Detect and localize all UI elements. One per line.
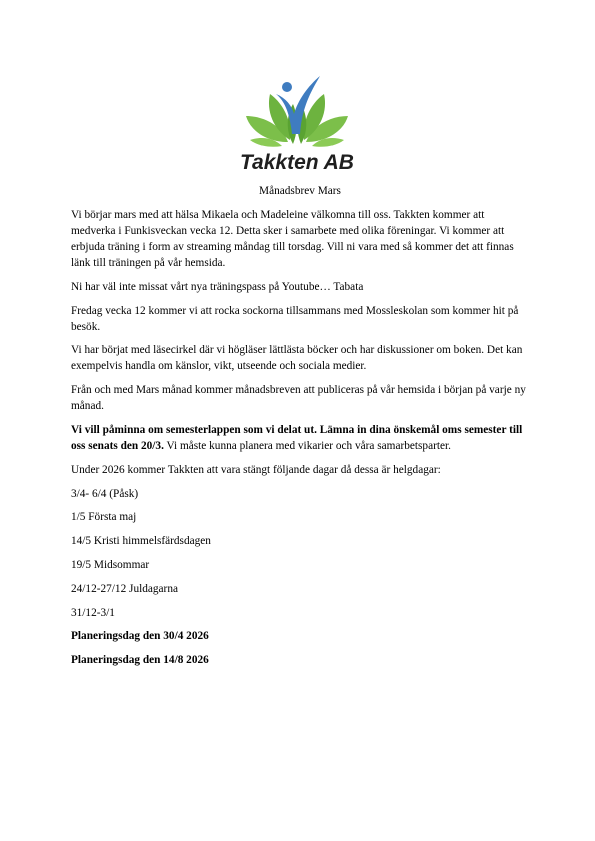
paragraph-lasecirkel: Vi har börjat med läsecirkel där vi högläser lättlästa böcker och har diskussioner om boken. Det kan exempelvis handla om känslor, vikt, utseende och sociala medier.	[71, 344, 523, 373]
letter-title: Månadsbrev Mars	[259, 185, 341, 197]
closed-day-item: 24/12-27/12 Juldagarna	[71, 582, 178, 595]
company-name: Takkten AB	[240, 151, 354, 174]
paragraph-sockor: Fredag vecka 12 kommer vi att rocka sockorna tillsammans med Mossleskolan som kommer hit på besök.	[71, 304, 519, 333]
planning-day-item: Planeringsdag den 14/8 2026	[71, 654, 209, 667]
paragraph-semester-reminder	[71, 422, 529, 454]
closed-day-item: 19/5 Midsommar	[71, 558, 150, 571]
closed-day-item: 31/12-3/1	[71, 606, 115, 619]
letter-body	[71, 183, 529, 676]
paragraph-youtube: Ni har väl inte missat vårt nya träningspass på Youtube… Tabata	[71, 280, 364, 293]
paragraph-publicering: Från och med Mars månad kommer månadsbreven att publiceras på vår hemsida i början på varje ny månad.	[71, 384, 526, 413]
reminder-text: Vi måste kunna planera med vikarier och våra samarbetsparter.	[163, 439, 451, 452]
closed-day-item: 3/4- 6/4 (Påsk)	[71, 487, 139, 500]
planning-day-item: Planeringsdag den 30/4 2026	[71, 630, 209, 643]
closed-day-item: 1/5 Första maj	[71, 511, 137, 524]
closed-days-intro: Under 2026 kommer Takkten att vara stängt följande dagar då dessa är helgdagar:	[71, 463, 441, 476]
paragraph-welcome: Vi börjar mars med att hälsa Mikaela och Madeleine välkomna till oss. Takkten kommer att medverka i Funkisveckan vecka 12. Detta sker i samarbete med olika föreningar. Vi kommer att erbjuda träning i form av streaming måndag till torsdag. Vill ni vara med så kommer det att finnas länk till träningen på vår hemsida.	[71, 209, 514, 269]
company-logo	[236, 72, 358, 176]
closed-day-item: 14/5 Kristi himmelsfärdsdagen	[71, 535, 211, 548]
takkten-person-leaves-logo-icon	[236, 72, 358, 176]
reminder-bold-text: Vi vill påminna om semesterlappen som vi delat ut. Lämna in dina önskemål oms semester till oss senats den 20/3.	[71, 423, 523, 452]
